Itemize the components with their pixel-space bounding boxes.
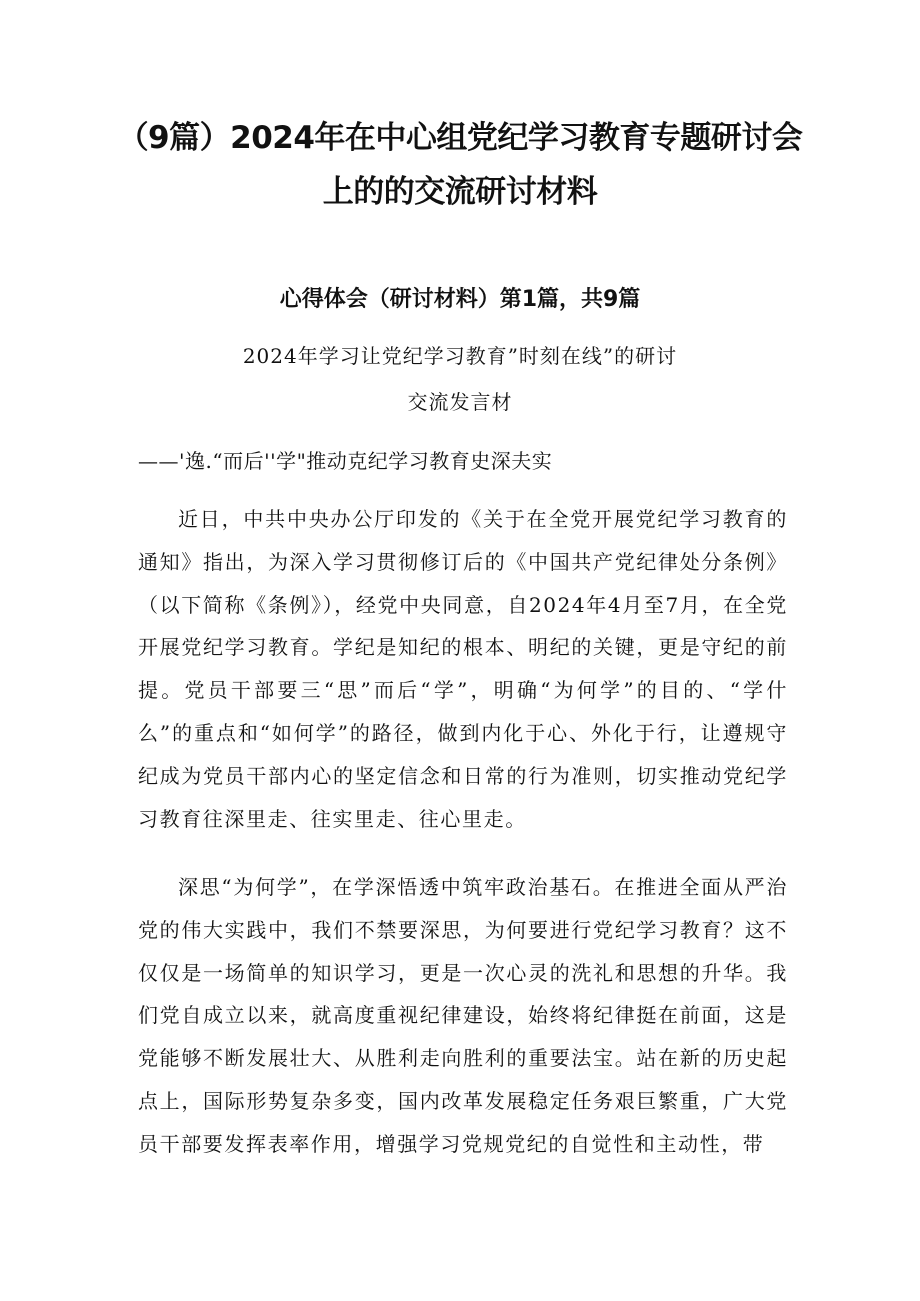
article-title-line-2: 交流发言材	[407, 390, 513, 414]
body-paragraph: 近日，中共中央办公厅印发的《关于在全党开展党纪学习教育的通知》指出，为深入学习贯彻修订后的《中国共产党纪律处分条例》（以下简称《条例》），经党中央同意，自2024年4月至7月，在全党开展党纪学习教育。学纪是知纪的根本、明纪的关键，更是守纪的前提。党员干部要三“思”而后“学”，明确“为何学”的目的、“学什么”的重点和“如何学”的路径，做到内化于心、外化于行，让遵规守纪成为党员干部内心的坚定信念和日常的行为准则，切实推动党纪学习教育往深里走、往实里走、往心里走。	[138, 507, 788, 831]
article-title-line-1: 2024年学习让党纪学习教育”时刻在线”的研讨	[242, 344, 678, 368]
document-title-line-2: 上的的交流研讨材料	[322, 174, 598, 210]
body-paragraph: 深思“为何学”，在学深悟透中筑牢政治基石。在推进全面从严治党的伟大实践中，我们不禁要深思，为何要进行党纪学习教育？这不仅仅是一场简单的知识学习，更是一次心灵的洗礼和思想的升华。我们党自成立以来，就高度重视纪律建设，始终将纪律挺在前面，这是党能够不断发展壮大、从胜利走向胜利的重要法宝。站在新的历史起点上，国际形势复杂多变，国内改革发展稳定任务艰巨繁重，广大党员干部要发挥表率作用，增强学习党规党纪的自觉性和主动性，带	[138, 875, 788, 1156]
document-title-line-1: （9篇）2024年在中心组党纪学习教育专题研讨会	[117, 120, 803, 156]
section-heading: 心得体会（研讨材料）第1篇，共9篇	[279, 287, 641, 312]
article-byline: ——'逸.“而后''学"推动克纪学习教育史深夫实	[138, 449, 553, 473]
